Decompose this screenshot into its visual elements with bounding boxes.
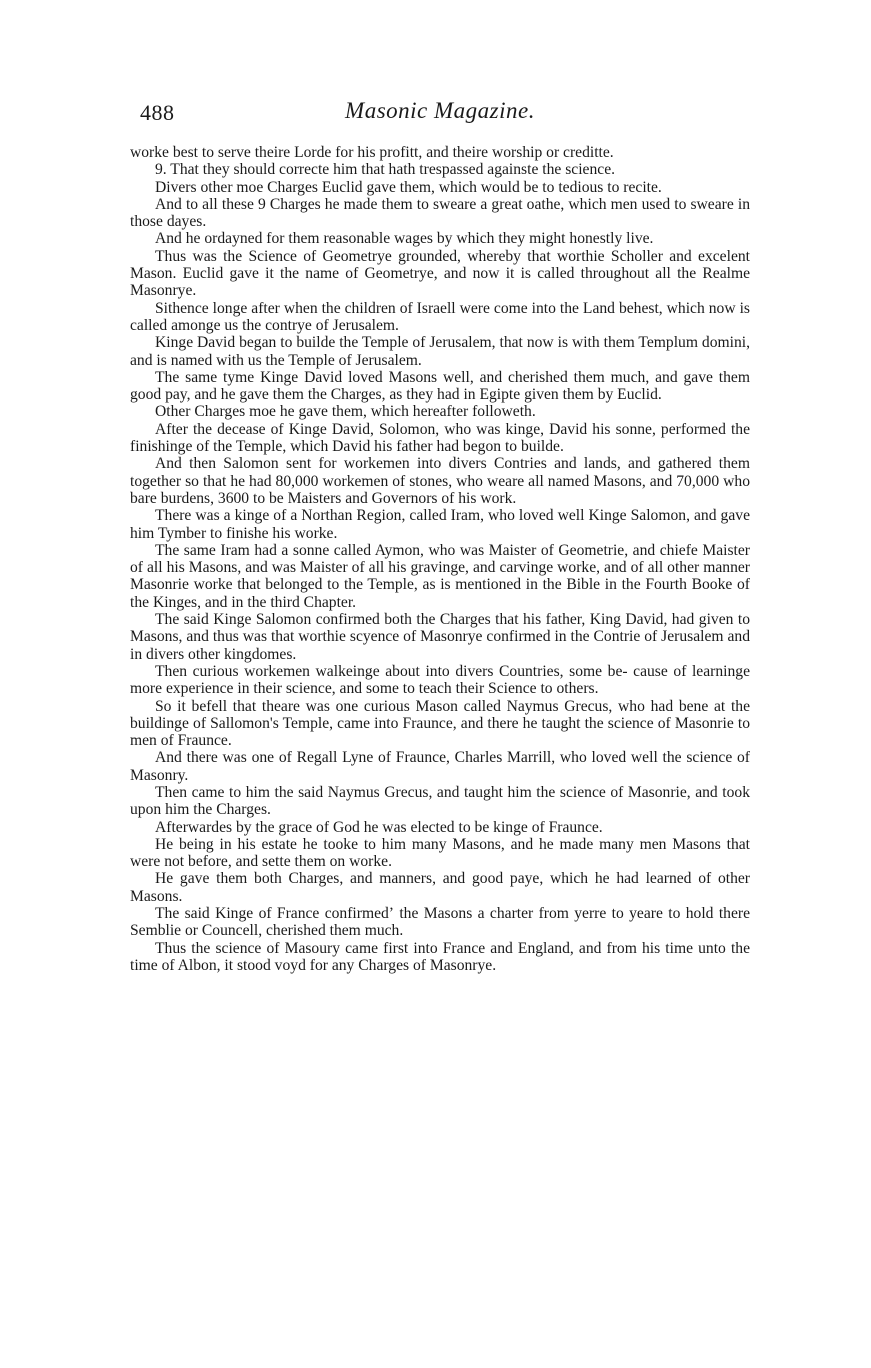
page	[130, 96, 750, 974]
body-text	[130, 144, 750, 974]
paragraph: Then came to him the said Naymus Grecus, and taught him the science of Masonrie, and took upon him the Charges.	[130, 783, 750, 819]
paragraph: So it befell that theare was one curious Mason called Naymus Grecus, who had bene at the buildinge of Sallomon's Temple, came into Fraunce, and there he taught the science of Masonrie to men of Fraunce.	[130, 697, 750, 750]
paragraph: Then curious workemen walkeinge about into divers Countries, some be- cause of learninge more experience in their science, and some to teach their Science to others.	[130, 662, 750, 698]
paragraph: 9. That they should correcte him that hath trespassed againste the science.	[155, 161, 616, 179]
paragraph: Divers other moe Charges Euclid gave them, which would be to tedious to recite.	[155, 178, 662, 196]
paragraph: Thus the science of Masoury came first into France and England, and from his time unto the time of Albon, it stood voyd for any Charges of Masonrye.	[130, 939, 750, 974]
running-head	[130, 96, 750, 130]
paragraph: Sithence longe after when the children of Israell were come into the Land behest, which now is called amonge us the contrye of Jerusalem.	[130, 299, 750, 334]
paragraph: The said Kinge Salomon confirmed both the Charges that his father, King David, had given to Masons, and thus was that worthie scyence of Masonrye confirmed in the Contrie of Jerusalem and in divers other kingdomes.	[130, 611, 750, 663]
paragraph: There was a kinge of a Northan Region, called Iram, who loved well Kinge Salomon, and gave him Tymber to finishe his worke.	[130, 507, 750, 542]
paragraph: After the decease of Kinge David, Solomon, who was kinge, David his sonne, performed the finishinge of the Temple, which David his father had begon to builde.	[130, 420, 750, 456]
paragraph: The same tyme Kinge David loved Masons well, and cherished them much, and gave them good pay, and he gave them the Charges, as they had in Egipte given them by Euclid.	[130, 368, 750, 404]
paragraph: And there was one of Regall Lyne of Fraunce, Charles Marrill, who loved well the science of Masonry.	[130, 749, 750, 784]
paragraph: He being in his estate he tooke to him many Masons, and he made many men Masons that were not before, and sette them on worke.	[130, 835, 750, 871]
paragraph: And then Salomon sent for workemen into divers Contries and lands, and gathered them together so that he had 80,000 workemen of stones, who weare all named Masons, and 70,000 who bare burdens, 3600 to be Maisters and Governors of his work.	[130, 455, 750, 507]
paragraph: The same Iram had a sonne called Aymon, who was Maister of Geometrie, and chiefe Maister of all his Masons, and was Maister of all his gravinge, and carvinge worke, and of all other manner Masonrie worke that belonged to the Temple, as is mentioned in the Bible in the Fourth Booke of the Kinges, and in the third Chapter.	[130, 541, 750, 611]
paragraph: worke best to serve theire Lorde for his profitt, and theire worship or creditte.	[130, 144, 614, 161]
paragraph: The said Kinge of France confirmedʼ the Masons a charter from yerre to yeare to hold there Semblie or Councell, cherished them much.	[130, 905, 750, 940]
page-number: 488	[140, 100, 175, 125]
paragraph: And to all these 9 Charges he made them to sweare a great oathe, which men used to sweare in those dayes.	[130, 195, 750, 231]
paragraph: Afterwardes by the grace of God he was elected to be kinge of Fraunce.	[155, 818, 603, 836]
journal-title: Masonic Magazine.	[345, 98, 535, 123]
paragraph: And he ordayned for them reasonable wages by which they might honestly live.	[155, 230, 654, 248]
paragraph: Other Charges moe he gave them, which hereafter followeth.	[155, 403, 536, 421]
paragraph: Kinge David began to builde the Temple of Jerusalem, that now is with them Templum domini, and is named with us the Temple of Jerusalem.	[130, 334, 750, 369]
paragraph: He gave them both Charges, and manners, and good paye, which he had learned of other Masons.	[130, 870, 750, 905]
paragraph: Thus was the Science of Geometrye grounded, whereby that worthie Scholler and excelent Mason. Euclid gave it the name of Geometrye, and now it is called throughout all the Realme Masonrye.	[130, 247, 750, 300]
